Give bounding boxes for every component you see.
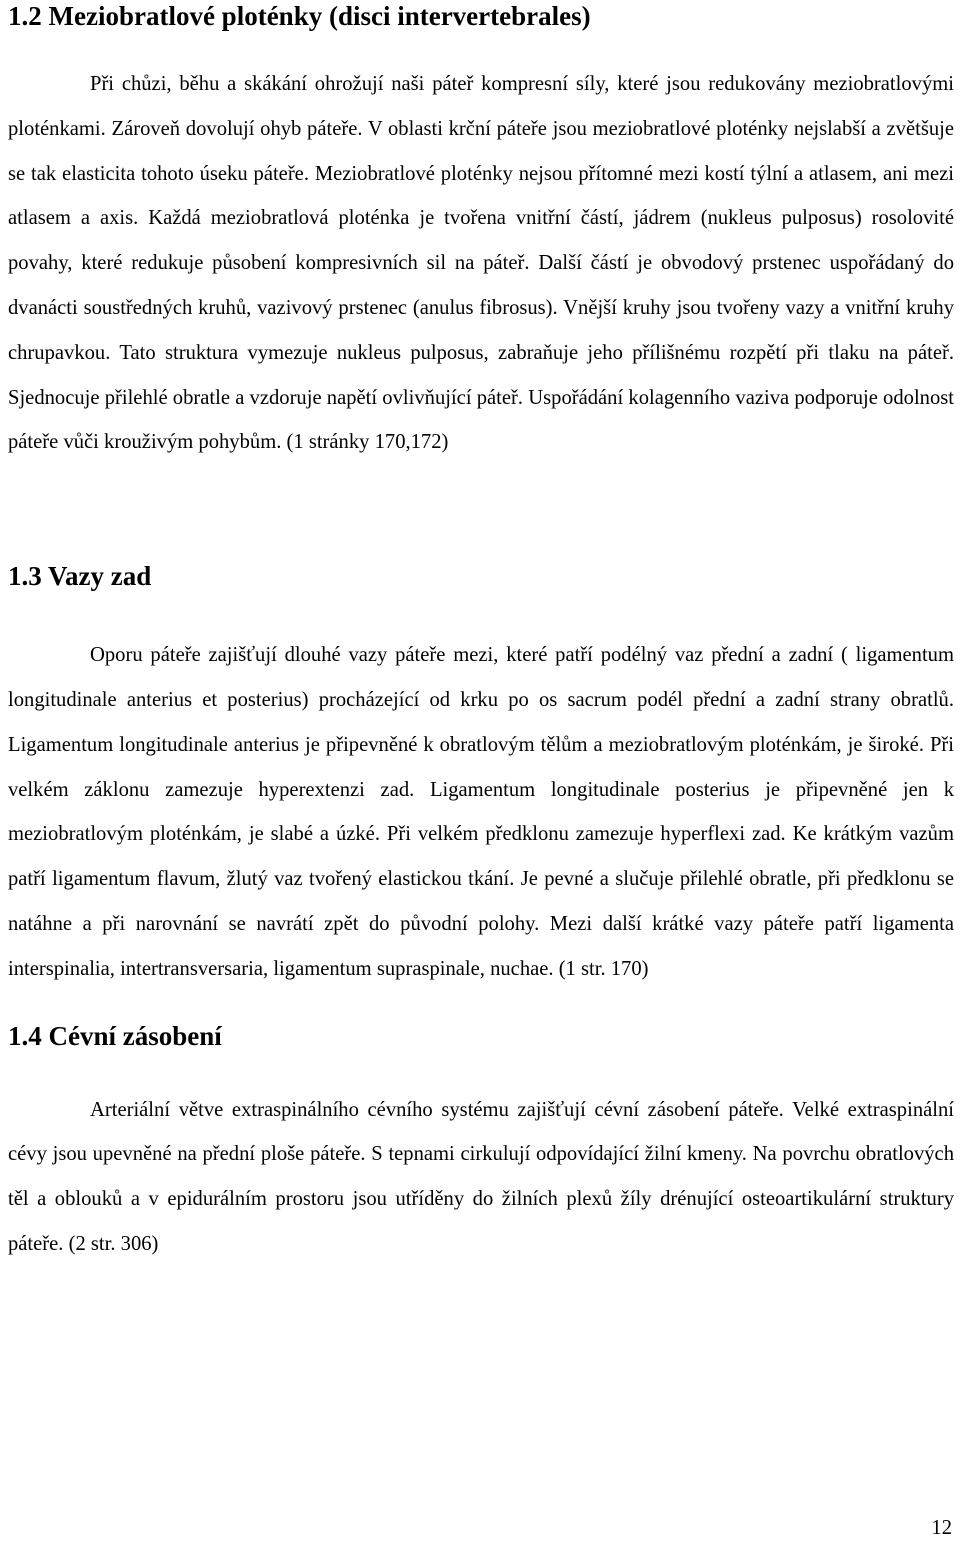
section-paragraph: Arteriální větve extraspinálního cévního systému zajišťují cévní zásobení páteře. Velké extraspinální cévy jsou upevněné na přední ploše páteře. S tepnami cirkulují odpovídající žilní kmeny. Na povrchu obratlových těl a oblouků a v epidurálním prostoru jsou utříděny do žilních plexů žíly drénující osteoartikulární struktury páteře. (2 str. 306) — [8, 1098, 954, 1255]
section-heading: 1.2 Meziobratlové ploténky (disci intervertebrales) — [8, 1, 591, 31]
section-back-ligaments — [8, 560, 954, 991]
section-heading: 1.4 Cévní zásobení — [8, 1020, 222, 1051]
section-heading: 1.3 Vazy zad — [8, 561, 152, 592]
section-blood-supply — [8, 1020, 954, 1267]
section-paragraph: Oporu páteře zajišťují dlouhé vazy páteře mezi, které patří podélný vaz přední a zadní ( ligamentum longitudinale anterius et posterius) procházející od krku po os sacrum podél přední a zadní strany obratlů. Ligamentum longitudinale anterius je připevněné k obratlovým tělům a meziobratlovým ploténkám, je široké. Při velkém záklonu zamezuje hyperextenzi zad. Ligamentum longitudinale posterius je připevněné jen k meziobratlovým ploténkám, je slabé a úzké. Při velkém předklonu zamezuje hyperflexi zad. Ke krátkým vazům patří ligamentum flavum, žlutý vaz tvořený elastickou tkání. Je pevné a slučuje přilehlé obratle, při předklonu se natáhne a při narovnání se navrátí zpět do původní polohy. Mezi další krátké vazy páteře patří ligamenta interspinalia, intertransversaria, ligamentum supraspinale, nuchae. (1 str. 170) — [8, 644, 954, 980]
section-paragraph: Při chůzi, běhu a skákání ohrožují naši páteř kompresní síly, které jsou redukovány meziobratlovými ploténkami. Zároveň dovolují ohyb páteře. V oblasti krční páteře jsou meziobratlové ploténky nejslabší a zvětšuje se tak elasticita tohoto úseku páteře. Meziobratlové ploténky nejsou přítomné mezi kostí týlní a atlasem, ani mezi atlasem a axis. Každá meziobratlová ploténka je tvořena vnitřní částí, jádrem (nukleus pulposus) rosolovité povahy, které redukuje působení kompresivních sil na páteř. Další částí je obvodový prstenec uspořádaný do dvanácti soustředných kruhů, vazivový prstenec (anulus fibrosus). Vnější kruhy jsou tvořeny vazy a vnitřní kruhy chrupavkou. Tato struktura vymezuje nukleus pulposus, zabraňuje jeho přílišnému rozpětí při tlaku na páteř. Sjednocuje přilehlé obratle a vzdoruje napětí ovlivňující páteř. Uspořádání kolagenního vaziva podporuje odolnost páteře vůči krouživým pohybům. (1 stránky 170,172) — [8, 73, 954, 454]
page-number: 12 — [931, 1517, 952, 1539]
section-intervertebral-discs — [8, 0, 954, 465]
document-page — [8, 0, 954, 1267]
